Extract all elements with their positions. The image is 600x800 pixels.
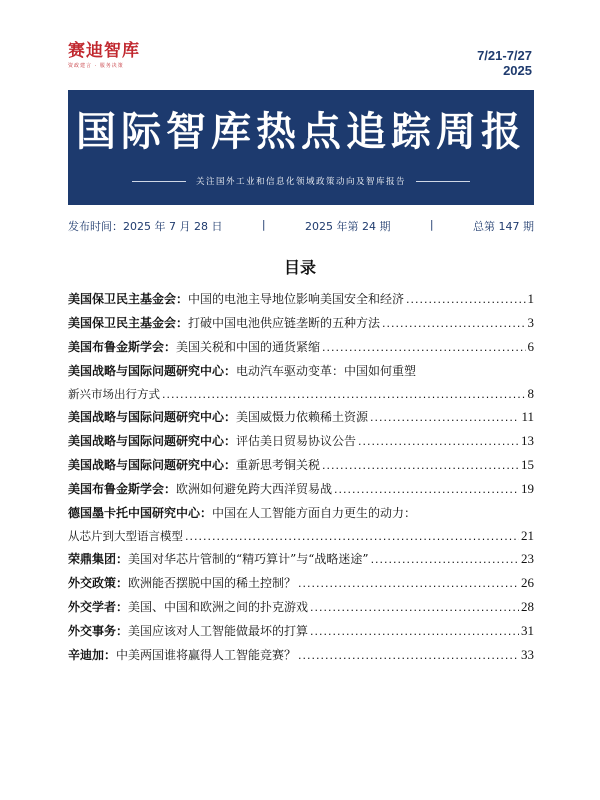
toc-entry-title: 中国在人工智能方面自力更生的动力： (212, 506, 417, 520)
toc-entry[interactable] (68, 501, 534, 525)
separator: | (429, 218, 434, 231)
toc-entry-title: 电动汽车驱动变革：中国如何重塑 (236, 364, 417, 378)
toc-entry[interactable] (68, 571, 534, 595)
toc-leader-dots (334, 478, 519, 501)
toc-leader-dots (382, 312, 525, 335)
toc-entry-title: 评估美日贸易协议公告 (236, 434, 357, 448)
toc-entry-title: 中美两国谁将赢得人工智能竞赛？ (116, 648, 297, 662)
toc-page-number: 13 (521, 433, 534, 448)
toc-leader-dots (310, 620, 519, 643)
toc-leader-dots (406, 288, 525, 311)
toc-entry-title: 美国、中国和欧洲之间的扑克游戏 (128, 600, 309, 614)
toc-entry[interactable] (68, 453, 534, 477)
toc-entry[interactable] (68, 405, 534, 429)
toc-entry-source: 外交事务： (68, 624, 129, 638)
toc-page-number: 19 (521, 481, 534, 496)
toc-page-number: 11 (521, 409, 534, 424)
toc-leader-dots (162, 384, 526, 405)
publication-info (68, 218, 534, 234)
year: 2025 (503, 63, 532, 78)
banner-line-right (416, 181, 470, 182)
toc-page-number: 3 (527, 315, 534, 330)
toc-entry[interactable] (68, 595, 534, 619)
toc-page-number: 21 (521, 528, 534, 543)
toc-entry-source: 美国布鲁金斯学会： (68, 482, 177, 496)
toc-entry-source: 外交学者： (68, 600, 129, 614)
publish-date: 发布时间：2025 年 7 月 28 日 (68, 220, 223, 233)
toc-entry[interactable] (68, 359, 534, 383)
toc-title: 目录 (283, 258, 316, 277)
toc-entry-title-continuation: 新兴市场出行方式 (68, 387, 160, 401)
toc-page-number: 31 (521, 623, 534, 638)
toc-entry[interactable] (68, 311, 534, 335)
toc-entry-title: 中国的电池主导地位影响美国安全和经济 (188, 292, 405, 306)
toc-leader-dots (322, 336, 525, 359)
toc-page-number: 1 (527, 291, 534, 306)
toc-entry[interactable] (68, 335, 534, 359)
toc-entry-source: 美国保卫民主基金会： (68, 316, 189, 330)
toc-leader-dots (185, 526, 519, 547)
toc-entry-source: 辛迪加： (68, 648, 117, 662)
title-banner (68, 90, 534, 205)
toc-entry-source: 美国布鲁金斯学会： (68, 340, 177, 354)
toc-entry-source: 美国保卫民主基金会： (68, 292, 189, 306)
toc-page-number: 6 (527, 339, 534, 354)
toc-page-number: 26 (521, 575, 534, 590)
toc-leader-dots (310, 596, 519, 619)
toc-entry-title: 欧洲如何避免跨大西洋贸易战 (176, 482, 333, 496)
toc-page-number: 23 (521, 551, 534, 566)
toc-entry-source: 美国战略与国际问题研究中心： (68, 458, 237, 472)
toc-leader-dots (370, 406, 519, 429)
toc-entry-continuation[interactable] (68, 383, 534, 405)
logo (68, 42, 140, 69)
issue-number: 2025 年第 24 期 (304, 220, 391, 233)
toc-entry-title-continuation: 从芯片到大型语言模型 (68, 529, 183, 543)
toc-page-number: 33 (521, 647, 534, 662)
toc-entry[interactable] (68, 477, 534, 501)
banner-subtitle-row (68, 174, 534, 188)
toc-page-number: 28 (521, 599, 534, 614)
toc-entry-source: 荣鼎集团： (68, 552, 129, 566)
logo-tagline: 资政建言 · 服务决策 (68, 63, 124, 69)
logo-text: 赛迪智库 (68, 41, 140, 61)
toc-entry-source: 美国战略与国际问题研究中心： (68, 410, 237, 424)
report-subtitle: 关注国外工业和信息化领域政策动向及智库报告 (195, 177, 406, 187)
date-range-block (477, 48, 532, 78)
toc-entry-title: 美国对华芯片管制的“精巧算计”与“战略迷途” (128, 552, 369, 566)
date-range: 7/21-7/27 (477, 48, 532, 63)
table-of-contents (68, 287, 534, 667)
total-issue-number: 总第 147 期 (472, 220, 534, 233)
toc-entry-title: 美国威慑力依赖稀土资源 (236, 410, 369, 424)
toc-entry-title: 美国应该对人工智能做最坏的打算 (128, 624, 309, 638)
report-title: 国际智库热点追踪周报 (76, 108, 526, 155)
toc-entry-source: 德国墨卡托中国研究中心： (68, 506, 213, 520)
toc-leader-dots (322, 454, 519, 477)
toc-leader-dots (298, 572, 519, 595)
toc-entry-title: 美国关税和中国的通货紧缩 (176, 340, 321, 354)
toc-entry-title: 重新思考铜关税 (236, 458, 321, 472)
toc-entry-title: 打破中国电池供应链垄断的五种方法 (188, 316, 381, 330)
toc-page-number: 8 (527, 386, 534, 401)
toc-leader-dots (371, 548, 519, 571)
toc-entry-source: 美国战略与国际问题研究中心： (68, 364, 237, 378)
toc-entry[interactable] (68, 619, 534, 643)
toc-entry-source: 外交政策： (68, 576, 129, 590)
toc-entry[interactable] (68, 429, 534, 453)
toc-leader-dots (298, 644, 519, 667)
toc-entry-title: 欧洲能否摆脱中国的稀土控制？ (128, 576, 297, 590)
separator: | (261, 218, 266, 231)
toc-entry-continuation[interactable] (68, 525, 534, 547)
toc-page-number: 15 (521, 457, 534, 472)
toc-entry[interactable] (68, 643, 534, 667)
toc-entry[interactable] (68, 547, 534, 571)
banner-line-left (132, 181, 186, 182)
toc-entry-source: 美国战略与国际问题研究中心： (68, 434, 237, 448)
toc-entry[interactable] (68, 287, 534, 311)
toc-leader-dots (358, 430, 519, 453)
